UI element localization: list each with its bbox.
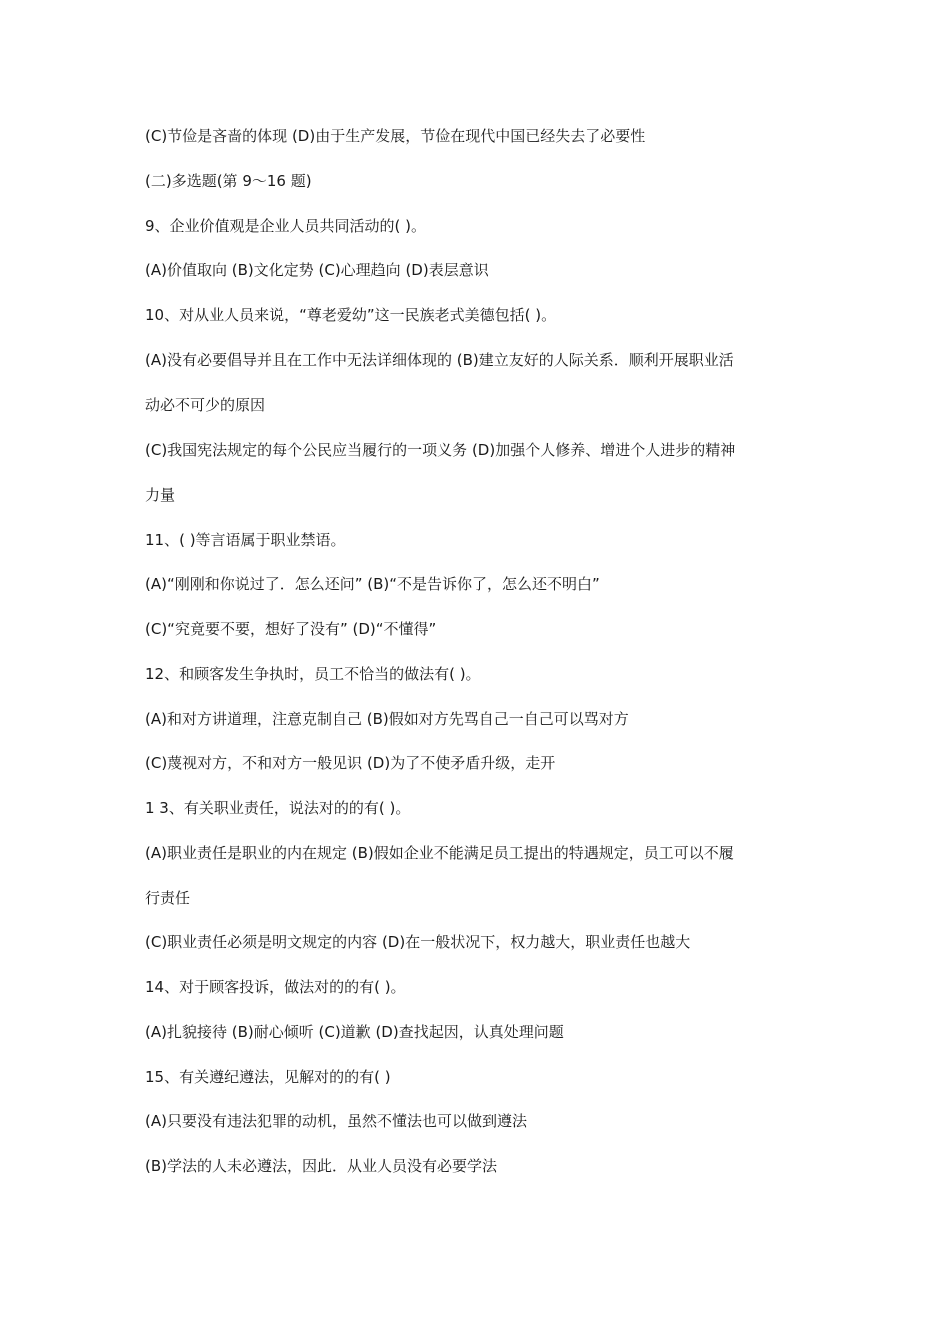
question-11: 11、( )等言语属于职业禁语。 <box>145 531 346 549</box>
section-heading: (二)多选题(第 9～16 题) <box>145 172 312 190</box>
question-13-options-ab-cont: 行责任 <box>145 889 191 907</box>
text-line: (C)节俭是吝啬的体现 (D)由于生产发展，节俭在现代中国已经失去了必要性 <box>145 127 646 145</box>
question-11-options-ab: (A)“刚刚和你说过了．怎么还问” (B)“不是告诉你了，怎么还不明白” <box>145 575 600 593</box>
question-15: 15、有关遵纪遵法，见解对的的有( ) <box>145 1068 391 1086</box>
question-13-options-cd: (C)职业责任必须是明文规定的内容 (D)在一般状况下，权力越大，职业责任也越大 <box>145 933 691 951</box>
question-13: 1 3、有关职业责任，说法对的的有( )。 <box>145 799 411 817</box>
question-13-options-ab: (A)职业责任是职业的内在规定 (B)假如企业不能满足员工提出的特遇规定，员工可以不履 <box>145 844 734 862</box>
question-14: 14、对于顾客投诉，做法对的的有( )。 <box>145 978 406 996</box>
question-10-options-ab: (A)没有必要倡导并且在工作中无法详细体现的 (B)建立友好的人际关系．顺利开展职业活 <box>145 351 734 369</box>
question-12-options-ab: (A)和对方讲道理，注意克制自己 (B)假如对方先骂自己一自己可以骂对方 <box>145 710 629 728</box>
question-15-option-a: (A)只要没有违法犯罪的动机，虽然不懂法也可以做到遵法 <box>145 1112 527 1130</box>
question-10-options-ab-cont: 动必不可少的原因 <box>145 396 266 414</box>
question-9-options: (A)价值取向 (B)文化定势 (C)心理趋向 (D)表层意识 <box>145 261 489 279</box>
question-9: 9、企业价值观是企业人员共同活动的( )。 <box>145 217 427 235</box>
question-15-option-b: (B)学法的人未必遵法，因此．从业人员没有必要学法 <box>145 1157 497 1175</box>
question-14-options: (A)扎貌接待 (B)耐心倾听 (C)道歉 (D)查找起因，认真处理问题 <box>145 1023 564 1041</box>
question-12-options-cd: (C)蔑视对方，不和对方一般见识 (D)为了不使矛盾升级，走开 <box>145 754 556 772</box>
question-11-options-cd: (C)“究竟要不要，想好了没有” (D)“不懂得” <box>145 620 437 638</box>
question-10-options-cd: (C)我国宪法规定的每个公民应当履行的一项义务 (D)加强个人修养、增进个人进步的精神 <box>145 441 736 459</box>
question-10: 10、对从业人员来说，“尊老爱幼”这一民族老式美德包括( )。 <box>145 306 557 324</box>
question-10-options-cd-cont: 力量 <box>145 486 176 504</box>
question-12: 12、和顾客发生争执时，员工不恰当的做法有( )。 <box>145 665 481 683</box>
